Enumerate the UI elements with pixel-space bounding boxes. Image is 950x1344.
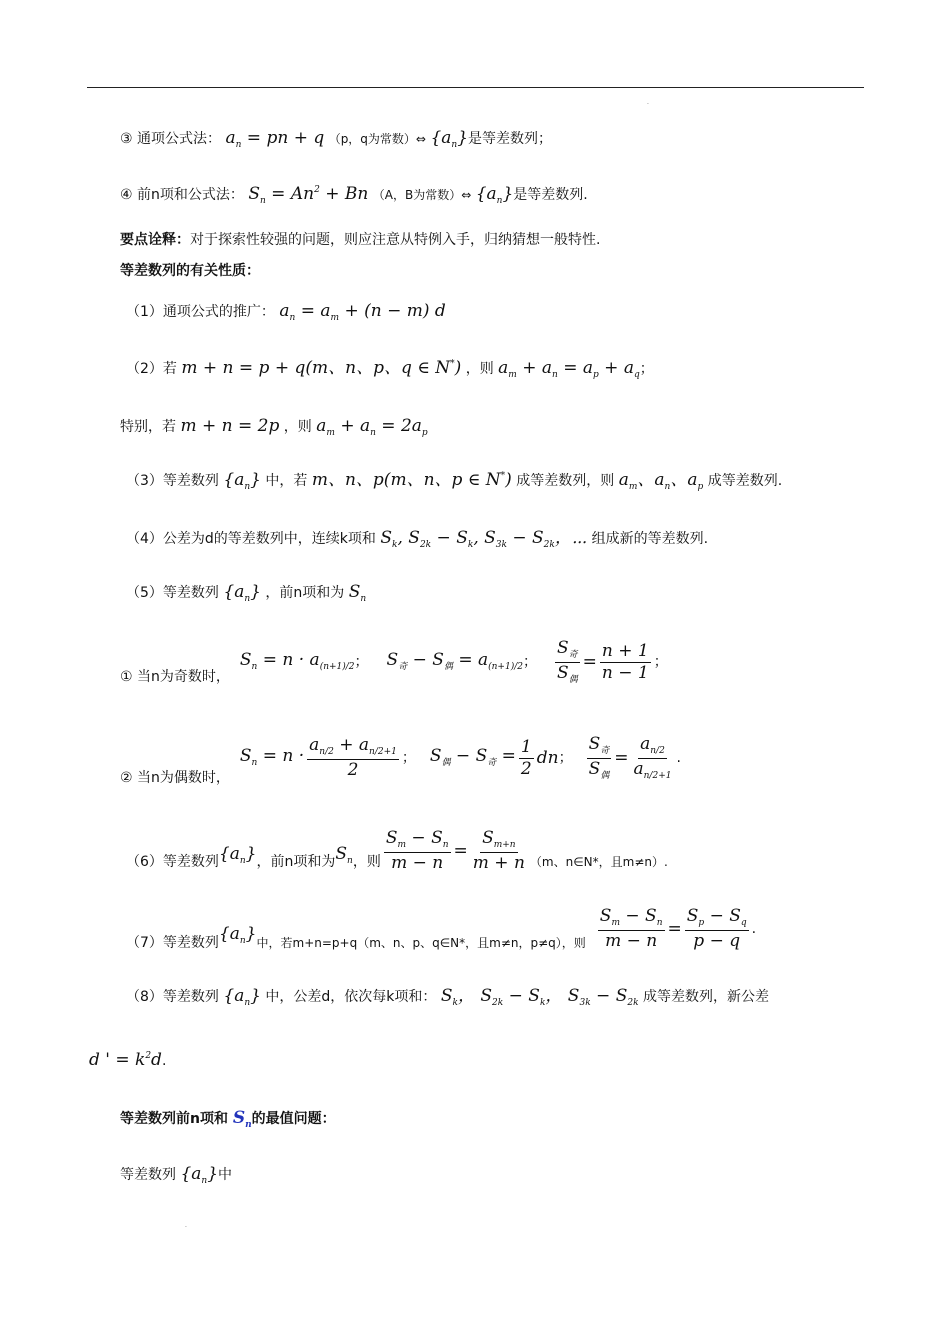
section-heading-max-value: 等差数列前n项和 $S_n$的最值问题： bbox=[120, 1108, 336, 1130]
key-note: 要点诠释：对于探索性较强的问题，则应注意从特例入手，归纳猜想一般特性. bbox=[120, 232, 601, 248]
decorative-dot: . bbox=[185, 1222, 187, 1229]
line-general-term-method: ③ 通项公式法： $a_n$ = pn + q （p，q为常数）⇔ $\{a_n\}$是等差数列； bbox=[120, 128, 553, 150]
formula: $S_n = An^2 + Bn$ bbox=[248, 184, 369, 206]
header-rule bbox=[87, 87, 864, 88]
property-7: （7）等差数列 $\{a_n\}$ 中，若m+n=p+q（m、n、p、q∈N*，且m≠n，p≠q），则 $\frac{S_m - S_n}{m - n}$ = $\frac{S_p - S_q}{p - q}$ . bbox=[126, 906, 757, 951]
decorative-dot: . bbox=[647, 99, 649, 106]
even-case: ② 当n为偶数时， $S_n = n$ · $\frac{a_{n/2} + a_{n/2+1}}{2}$ ； $S_偶 - S_奇$ = $\frac{1}{2}$ dn ； $\frac{S_奇}{S_偶}$ = $\frac{a_{n/2}}{a_{n/2+1}}$ . bbox=[120, 733, 681, 786]
new-common-difference: d ' = $k^2d$. bbox=[89, 1050, 167, 1070]
formula: $a_n$ = pn + q bbox=[225, 128, 325, 150]
property-2: （2）若 m + n = p + q(m、n、p、q ∈ N*) ，则 $a_m + a_n = a_p + a_q$； bbox=[126, 358, 654, 380]
property-1: （1）通项公式的推广： $a_n = a_m + (n - m)$ d bbox=[126, 301, 446, 323]
special-case: 特别，若 m + n = 2p ，则 $a_m + a_n = 2a_p$ bbox=[120, 416, 428, 438]
odd-case: ① 当n为奇数时， $S_n = n \cdot a_{(n+1)/2}$ ； $S_奇 - S_偶 = a_{(n+1)/2}$ ； $\frac{S_奇}{S_偶}$ = $\frac{n + 1}{n - 1}$ ； bbox=[120, 637, 668, 685]
line-sum-formula-method: ④ 前n项和公式法： $S_n = An^2 + Bn$ （A，B为常数）⇔ $\{a_n\}$是等差数列. bbox=[120, 184, 588, 206]
property-4: （4）公差为d的等差数列中，连续k项和 $S_k$, $S_{2k} - S_k$, $S_{3k} - S_{2k}$，⋯ 组成新的等差数列. bbox=[126, 528, 709, 550]
section-heading-properties: 等差数列的有关性质： bbox=[120, 263, 260, 279]
property-3: （3）等差数列 $\{a_n\}$ 中，若 m、n、p(m、n、p ∈ N*) 成等差数列，则 $a_m$、$a_n$、$a_p$ 成等差数列. bbox=[126, 470, 783, 492]
property-8: （8）等差数列 $\{a_n\}$ 中，公差d，依次每k项和： $S_k$， $S_{2k} - S_k$， $S_{3k} - S_{2k}$ 成等差数列，新公差 bbox=[126, 986, 769, 1008]
last-line: 等差数列 $\{a_n\}$中 bbox=[120, 1164, 233, 1186]
property-6: （6）等差数列 $\{a_n\}$ ，前n项和为 $S_n$ ，则 $\frac{S_m - S_n}{m - n}$ = $\frac{S_{m+n}}{m + n}$ （m、n∈N*，且m≠n）. bbox=[126, 828, 668, 873]
property-5: （5）等差数列 $\{a_n\}$ ，前n项和为 $S_n$ bbox=[126, 582, 367, 604]
